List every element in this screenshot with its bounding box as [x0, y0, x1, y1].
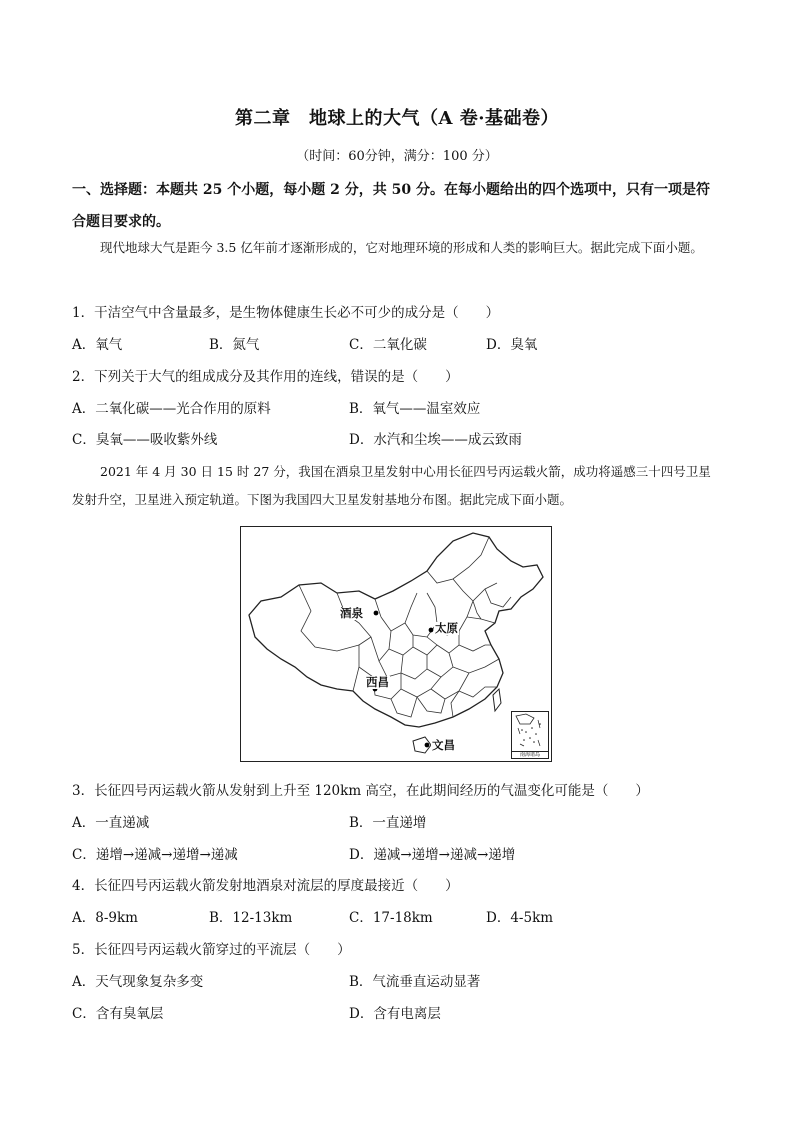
question-1-stem: 1．干洁空气中含量最多，是生物体健康生长必不可少的成分是（ ）: [72, 305, 500, 321]
page-subtitle: （时间：60分钟，满分：100 分）: [296, 149, 498, 164]
question-2-stem: 2．下列关于大气的组成成分及其作用的连线，错误的是（ ）: [72, 369, 459, 385]
q1-option-d[interactable]: D．臭氧: [486, 337, 538, 353]
label-wenchang: 文昌: [432, 738, 455, 752]
passage-2: 2021 年 4 月 30 日 15 时 27 分，我国在酒泉卫星发射中心用长征四号丙运载火箭，成功将遥感三十四号卫星发射升空，卫星进入预定轨道。下图为我国四大卫星发射基地分布图。据此完成下面小题。: [72, 464, 711, 507]
q5-option-a[interactable]: A．天气现象复杂多变: [72, 974, 204, 990]
q3-option-a[interactable]: A．一直递减: [72, 815, 150, 831]
inset-islands: [512, 712, 546, 750]
q1-option-b[interactable]: B．氮气: [209, 337, 260, 353]
taiyuan-marker: [429, 628, 434, 633]
page-title: 第二章 地球上的大气（A 卷·基础卷）: [235, 108, 559, 129]
section-heading: 一、选择题：本题共 25 个小题，每小题 2 分，共 50 分。在每小题给出的四个选项中，只有一项是符合题目要求的。: [72, 182, 710, 230]
q5-option-b[interactable]: B．气流垂直运动显著: [349, 974, 481, 990]
label-xichang: 西昌: [366, 675, 389, 689]
jiuquan-marker: [374, 611, 379, 616]
launch-site-map: [240, 526, 552, 762]
q3-option-b[interactable]: B．一直递增: [349, 815, 427, 831]
china-map-outline: [241, 527, 551, 761]
q2-option-b[interactable]: B．氧气——温室效应: [349, 401, 481, 417]
question-5-stem: 5．长征四号丙运载火箭穿过的平流层（ ）: [72, 942, 351, 958]
q4-option-c[interactable]: C．17-18km: [349, 910, 433, 926]
q1-option-a[interactable]: A．氧气: [72, 337, 123, 353]
inset-caption: 南海诸岛: [512, 751, 548, 758]
south-china-sea-inset: [511, 711, 549, 759]
q5-option-d[interactable]: D．含有电离层: [349, 1006, 441, 1022]
q3-option-d[interactable]: D．递减→递增→递减→递增: [349, 847, 516, 863]
wenchang-marker: [425, 743, 430, 748]
q4-option-b[interactable]: B．12-13km: [209, 910, 293, 926]
q2-option-d[interactable]: D．水汽和尘埃——成云致雨: [349, 432, 522, 448]
question-4-stem: 4．长征四号丙运载火箭发射地酒泉对流层的厚度最接近（ ）: [72, 878, 459, 894]
q4-option-d[interactable]: D．4-5km: [486, 910, 554, 926]
q2-option-c[interactable]: C．臭氧——吸收紫外线: [72, 432, 218, 448]
question-3-stem: 3．长征四号丙运载火箭从发射到上升至 120km 高空，在此期间经历的气温变化可能是（ ）: [72, 783, 649, 799]
q4-option-a[interactable]: A．8-9km: [72, 910, 138, 926]
q5-option-c[interactable]: C．含有臭氧层: [72, 1006, 164, 1022]
label-jiuquan: 酒泉: [340, 606, 363, 620]
passage-1: 现代地球大气是距今 3.5 亿年前才逐渐形成的，它对地理环境的形成和人类的影响巨大。据此完成下面小题。: [100, 240, 703, 255]
q3-option-c[interactable]: C．递增→递减→递增→递减: [72, 847, 238, 863]
q1-option-c[interactable]: C．二氧化碳: [349, 337, 427, 353]
label-taiyuan: 太原: [435, 621, 458, 635]
q2-option-a[interactable]: A．二氧化碳——光合作用的原料: [72, 401, 271, 417]
